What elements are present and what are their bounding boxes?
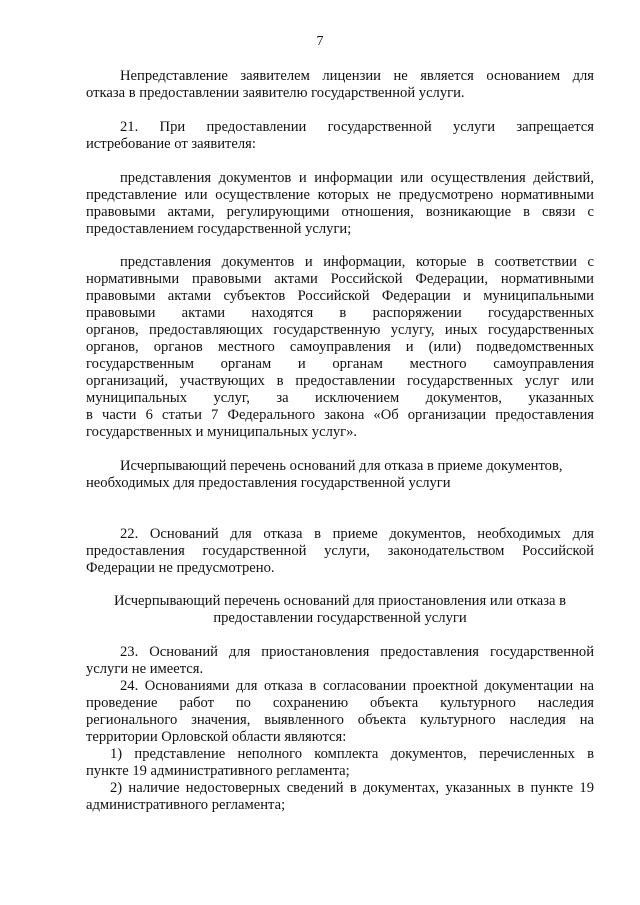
text-line: 23. Оснований для приостановления предоставления государственной xyxy=(120,644,594,660)
text-line: организаций, участвующих в предоставлении государственных услуг или xyxy=(86,373,594,389)
text-line: нормативными правовыми актами Российской Федерации, нормативными xyxy=(86,271,594,287)
text-line: органов, органов местного самоуправления и (или) подведомственных xyxy=(86,339,594,355)
text-line: предоставлением государственной услуги; xyxy=(86,221,352,237)
paragraph-24 xyxy=(86,678,594,746)
text-line: государственным органам и органам местного самоуправления xyxy=(86,356,594,372)
text-line: правовыми актами, регулирующими отношения, возникающие в связи с xyxy=(86,204,594,220)
text-line: правовыми актами находятся в распоряжении государственных xyxy=(86,305,594,321)
paragraph-24-item-2 xyxy=(86,780,594,814)
text-line: 24. Основаниями для отказа в согласовании проектной документации на xyxy=(120,678,594,694)
text-line: представление или осуществление которых не предусмотрено нормативными xyxy=(86,187,594,203)
text-line: Исчерпывающий перечень оснований для отказа в приеме документов, xyxy=(120,458,563,474)
text-line: пункте 19 административного регламента; xyxy=(86,763,350,779)
text-line: проведение работ по сохранению объекта культурного наследия xyxy=(86,695,594,711)
paragraph-22 xyxy=(86,526,594,577)
text-line: государственных и муниципальных услуг». xyxy=(86,424,358,440)
text-line: Федерации не предусмотрено. xyxy=(86,560,275,576)
paragraph-23 xyxy=(86,644,594,678)
text-line: отказа в предоставлении заявителю государственной услуги. xyxy=(86,85,465,101)
text-line: предоставлении государственной услуги xyxy=(213,610,467,626)
text-line: предоставления государственной услуги, законодательством Российской xyxy=(86,543,594,559)
text-line: муниципальных услуг, за исключением документов, указанных xyxy=(86,390,594,406)
text-line: представления документов и информации, которые в соответствии с xyxy=(120,254,594,270)
page-number: 7 xyxy=(316,34,324,49)
text-line: 22. Оснований для отказа в приеме документов, необходимых для xyxy=(120,526,594,542)
heading-exhaustive-list-refusal xyxy=(86,458,594,492)
text-line: необходимых для предоставления государственной услуги xyxy=(86,475,451,491)
text-line: услуги не имеется. xyxy=(86,661,204,677)
paragraph-24-item-1 xyxy=(86,746,594,780)
text-line: Исчерпывающий перечень оснований для приостановления или отказа в xyxy=(113,593,567,609)
text-line: административного регламента; xyxy=(86,797,286,813)
text-line: 21. При предоставлении государственной услуги запрещается xyxy=(120,119,594,135)
heading-exhaustive-list-suspension xyxy=(86,593,594,627)
text-line: 1) представление неполного комплекта документов, перечисленных в xyxy=(110,746,594,762)
text-line: представления документов и информации или осуществления действий, xyxy=(120,170,594,186)
text-line: 2) наличие недостоверных сведений в документах, указанных в пункте 19 xyxy=(110,780,594,796)
text-line: регионального значения, выявленного объекта культурного наследия на xyxy=(86,712,594,728)
text-line: территории Орловской области являются: xyxy=(86,729,347,745)
text-line: Непредставление заявителем лицензии не является основанием для xyxy=(120,68,594,84)
paragraph-21 xyxy=(86,119,594,153)
paragraph-21-item-1 xyxy=(86,170,594,238)
text-line: правовыми актами субъектов Российской Федерации и муниципальными xyxy=(86,288,594,304)
paragraph-license xyxy=(86,68,594,102)
text-line: в части 6 статьи 7 Федерального закона «Об организации предоставления xyxy=(86,407,594,423)
paragraph-21-item-2 xyxy=(86,254,594,441)
text-line: истребование от заявителя: xyxy=(86,136,256,152)
text-line: органов, предоставляющих государственную услугу, иных государственных xyxy=(86,322,594,338)
